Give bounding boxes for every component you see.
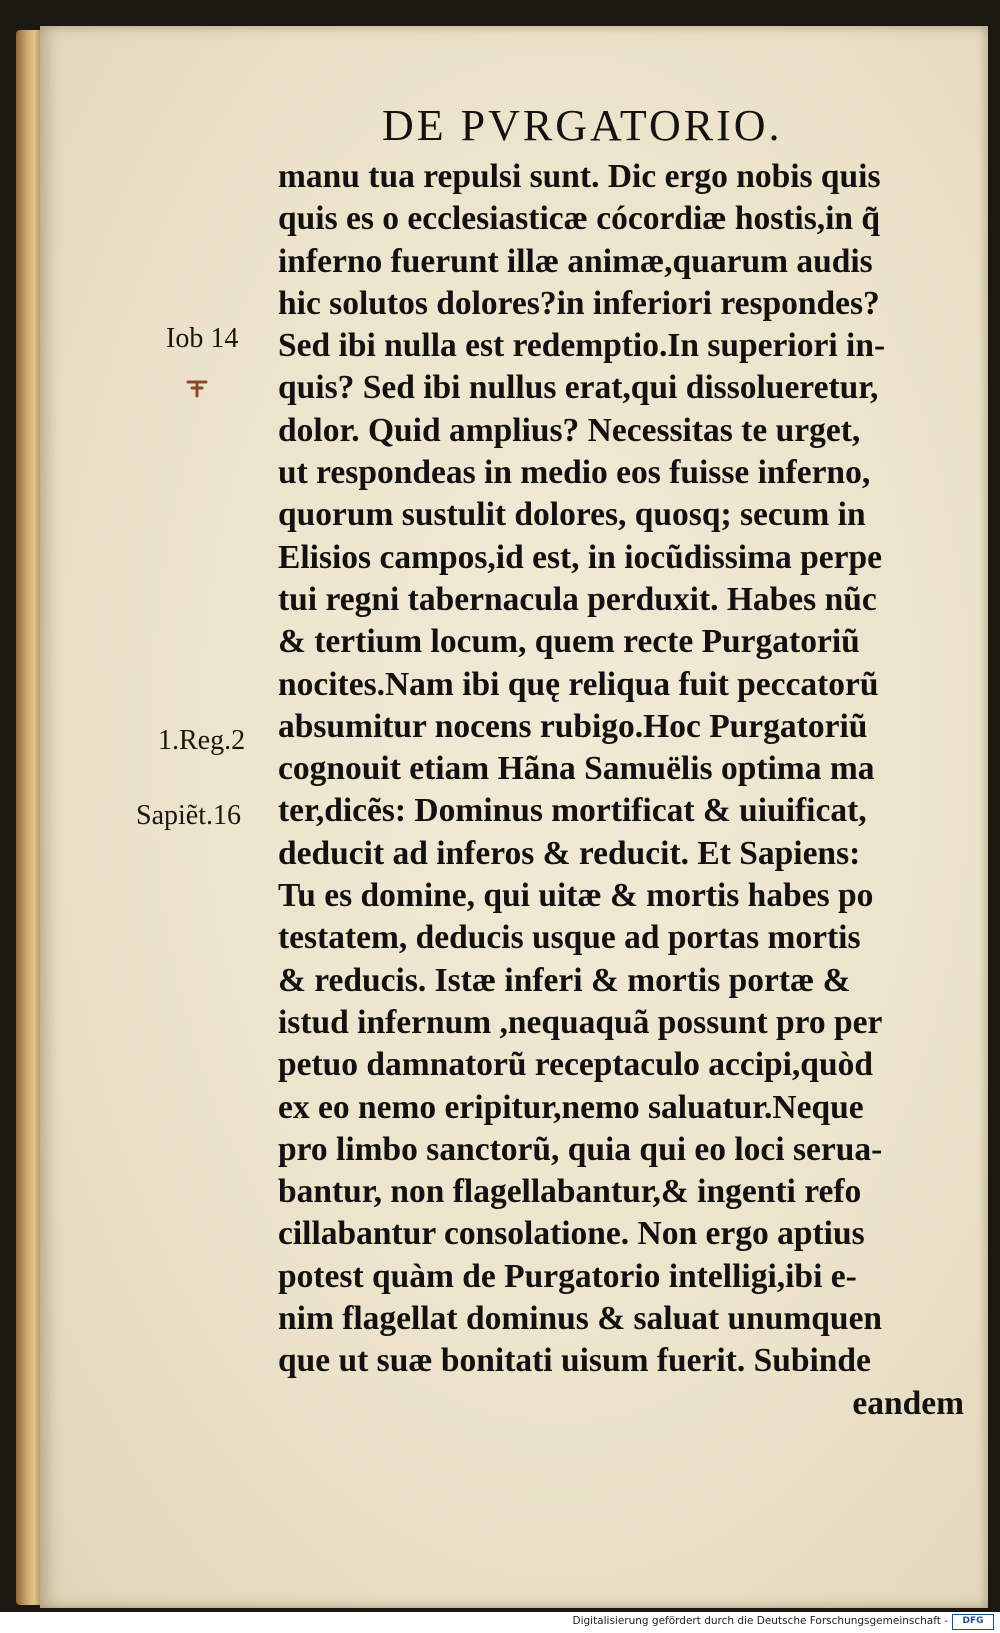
text-line: cillabantur consolatione. Non ergo aptius: [278, 1215, 865, 1253]
text-line: que ut suæ bonitati uisum fuerit. Subinde: [278, 1342, 871, 1380]
book-page-edges: [16, 30, 42, 1605]
text-line: quis es o ecclesiasticæ cócordiæ hostis,in q̃: [278, 200, 881, 238]
margin-note-reg: 1.Reg.2: [158, 725, 246, 756]
text-line: ex eo nemo eripitur,nemo saluatur.Neque: [278, 1088, 864, 1126]
text-line: istud infernum ,nequaquã possunt pro per: [278, 1003, 883, 1041]
text-line: potest quàm de Purgatorio intelligi,ibi e-: [278, 1257, 857, 1295]
text-line: pro limbo sanctorũ, quia qui eo loci serua-: [278, 1130, 883, 1168]
margin-note-job: Iob 14: [166, 323, 239, 354]
text-line: manu tua repulsi sunt. Dic ergo nobis quis: [278, 158, 881, 195]
body-text: [278, 156, 968, 1425]
text-line: absumitur nocens rubigo.Hoc Purgatoriũ: [278, 707, 868, 745]
text-line: quorum sustulit dolores, quosq; secum in: [278, 496, 866, 534]
text-line: bantur, non flagellabantur,& ingenti refo: [278, 1173, 862, 1211]
text-line: ut respondeas in medio eos fuisse inferno,: [278, 454, 871, 492]
text-line: hic solutos dolores?in inferiori respondes?: [278, 284, 880, 322]
text-line: Elisios campos,id est, in iocũdissima perpe: [278, 538, 882, 576]
marginal-ink-mark-icon: [186, 378, 208, 398]
text-line: testatem, deducis usque ad portas mortis: [278, 919, 861, 957]
text-line: petuo damnatorũ receptaculo accipi,quòd: [278, 1046, 873, 1084]
text-line: ter,dicẽs: Dominus mortificat & uiuificat,: [278, 792, 867, 830]
text-line: inferno fuerunt illæ animæ,quarum audis: [278, 242, 873, 280]
text-line: deducit ad inferos & reducit. Et Sapiens:: [278, 834, 861, 872]
catchword: eandem: [852, 1384, 964, 1422]
text-line: & tertium locum, quem recte Purgatoriũ: [278, 623, 860, 661]
text-line: cognouit etiam Hãna Samuëlis optima ma: [278, 750, 875, 788]
dfg-logo-icon[interactable]: DFG: [952, 1614, 994, 1630]
text-line: quis? Sed ibi nullus erat,qui dissolueretur,: [278, 369, 879, 407]
text-line: & reducis. Istæ inferi & mortis portæ &: [278, 961, 851, 999]
margin-note-sapient: Sapiẽt.16: [136, 800, 241, 831]
text-line: tui regni tabernacula perduxit. Habes nũc: [278, 580, 877, 618]
text-line: dolor. Quid amplius? Necessitas te urget,: [278, 411, 861, 449]
running-head: DE PVRGATORIO.: [382, 101, 783, 150]
digitization-footer: [0, 1612, 1000, 1633]
text-line: nim flagellat dominus & saluat unumquen: [278, 1300, 883, 1338]
text-line: Tu es domine, qui uitæ & mortis habes po: [278, 877, 874, 915]
text-line: Sed ibi nulla est redemptio.In superiori in-: [278, 327, 886, 365]
footer-credit: Digitalisierung gefördert durch die Deutsche Forschungsgemeinschaft -: [572, 1615, 948, 1627]
text-line: nocites.Nam ibi quę reliqua fuit peccatorũ: [278, 665, 879, 703]
